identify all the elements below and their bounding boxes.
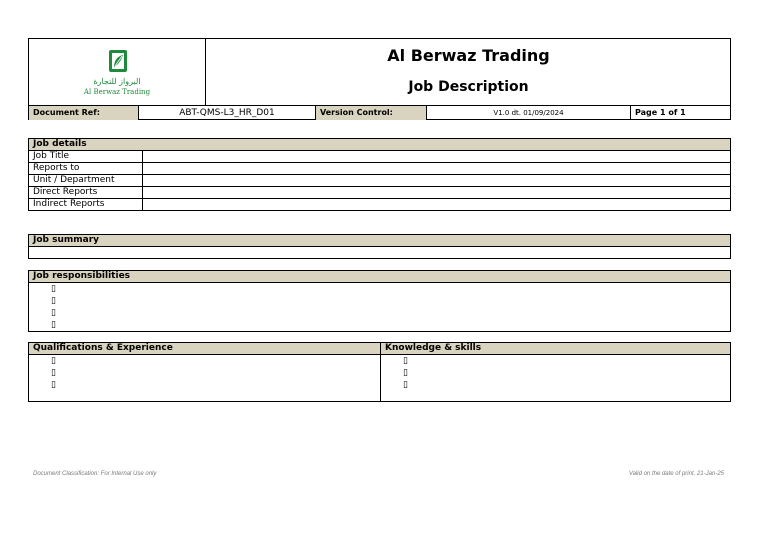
job-responsibilities-table — [28, 270, 731, 332]
leaf-frame-logo-icon — [108, 48, 128, 74]
job-responsibilities-heading: Job responsibilities — [29, 271, 731, 283]
reference-row — [29, 105, 731, 120]
logo-english-text: Al Berwaz Trading — [83, 88, 151, 96]
job-summary-table — [28, 234, 731, 259]
unit-department-label: Unit / Department — [29, 175, 143, 187]
unit-department-value[interactable] — [143, 175, 731, 187]
missing-glyph-bullet-icon: ▯ — [403, 368, 408, 378]
document-ref-value: ABT-QMS-L3_HR_D01 — [139, 106, 316, 120]
missing-glyph-bullet-icon: ▯ — [51, 356, 56, 366]
version-control-label: Version Control: — [316, 106, 427, 120]
table-row — [29, 175, 731, 187]
missing-glyph-bullet-icon: ▯ — [51, 380, 56, 390]
indirect-reports-value[interactable] — [143, 199, 731, 211]
document-ref-label: Document Ref: — [29, 106, 139, 120]
job-details-heading: Job details — [29, 139, 731, 151]
document-title: Job Description — [408, 79, 529, 95]
job-summary-heading: Job summary — [29, 235, 731, 247]
missing-glyph-bullet-icon: ▯ — [51, 368, 56, 378]
table-row — [29, 199, 731, 211]
indirect-reports-label: Indirect Reports — [29, 199, 143, 211]
job-title-label: Job Title — [29, 151, 143, 163]
reports-to-label: Reports to — [29, 163, 143, 175]
missing-glyph-bullet-icon: ▯ — [403, 380, 408, 390]
qualifications-heading: Qualifications & Experience — [29, 343, 381, 355]
company-name: Al Berwaz Trading — [387, 46, 550, 65]
responsibilities-list[interactable] — [29, 283, 731, 332]
missing-glyph-bullet-icon: ▯ — [51, 284, 56, 294]
logo-cell — [29, 39, 206, 105]
job-summary-text[interactable] — [29, 247, 731, 259]
knowledge-list[interactable] — [381, 355, 731, 402]
table-row — [29, 187, 731, 199]
missing-glyph-bullet-icon: ▯ — [51, 296, 56, 306]
title-cell — [206, 39, 731, 105]
missing-glyph-bullet-icon: ▯ — [51, 320, 56, 330]
table-row — [29, 163, 731, 175]
missing-glyph-bullet-icon: ▯ — [403, 356, 408, 366]
qualifications-list[interactable] — [29, 355, 381, 402]
reports-to-value[interactable] — [143, 163, 731, 175]
logo-arabic-text: البرواز للتجارة — [93, 77, 141, 86]
document-header — [28, 38, 731, 120]
version-control-value: V1.0 dt. 01/09/2024 — [427, 106, 631, 120]
page-number: Page 1 of 1 — [635, 108, 686, 117]
direct-reports-label: Direct Reports — [29, 187, 143, 199]
job-title-value[interactable] — [143, 151, 731, 163]
knowledge-heading: Knowledge & skills — [381, 343, 731, 355]
direct-reports-value[interactable] — [143, 187, 731, 199]
document-classification: Document Classification: For Internal Use only — [33, 471, 157, 477]
table-row — [29, 151, 731, 163]
qualifications-knowledge-table — [28, 342, 731, 402]
job-details-table — [28, 138, 731, 211]
missing-glyph-bullet-icon: ▯ — [51, 308, 56, 318]
print-validity: Valid on the date of print, 21-Jan-25 — [628, 471, 724, 477]
